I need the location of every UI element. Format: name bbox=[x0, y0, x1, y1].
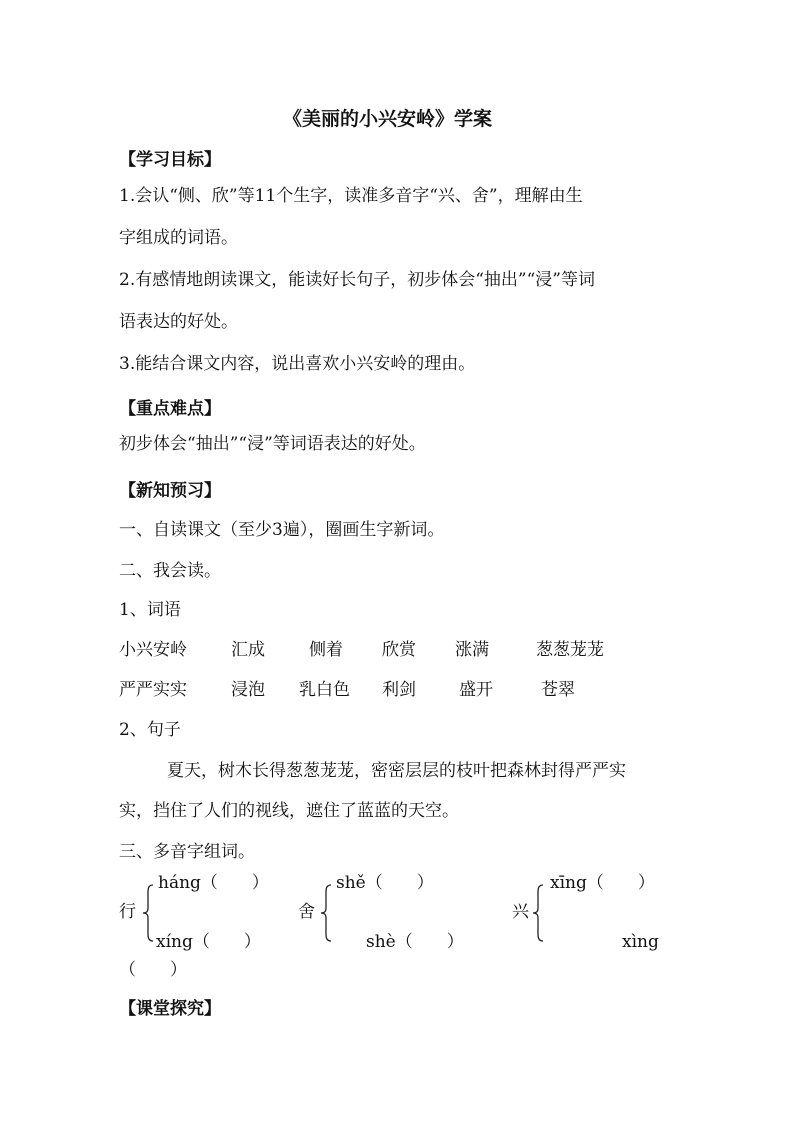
left-brace-icon bbox=[142, 884, 154, 942]
preview-step-1: 一、自读课文（至少3遍），圈画生字新词。 bbox=[119, 520, 445, 540]
goal-3: 3.能结合课文内容，说出喜欢小兴安岭的理由。 bbox=[119, 354, 476, 374]
words-label: 1、词语 bbox=[119, 600, 181, 620]
word-item: 小兴安岭 bbox=[119, 640, 187, 660]
explore-heading: 【课堂探究】 bbox=[119, 999, 221, 1019]
goal-2-line-2: 语表达的好处。 bbox=[119, 312, 238, 332]
poly-xing-bottom: xìng bbox=[622, 932, 659, 952]
left-brace-icon bbox=[532, 884, 544, 942]
poly-hang-char: 行 bbox=[119, 902, 136, 922]
word-item: 浸泡 bbox=[231, 680, 265, 700]
poly-xing-char: 兴 bbox=[512, 902, 529, 922]
word-item: 严严实实 bbox=[119, 680, 187, 700]
left-brace-icon bbox=[320, 884, 332, 942]
word-item: 涨满 bbox=[455, 640, 489, 660]
goals-heading: 【学习目标】 bbox=[119, 150, 221, 170]
goal-1-line-2: 字组成的词语。 bbox=[119, 228, 238, 248]
poly-xing-bottom-paren: （ ） bbox=[119, 960, 187, 980]
poly-she-top: shě（ ） bbox=[336, 873, 434, 893]
poly-she-bottom: shè（ ） bbox=[366, 932, 464, 952]
sentence-line-1: 夏天，树木长得葱葱茏茏，密密层层的枝叶把森林封得严严实 bbox=[167, 761, 626, 781]
word-item: 欣赏 bbox=[382, 640, 416, 660]
word-item: 侧着 bbox=[309, 640, 343, 660]
word-item: 乳白色 bbox=[299, 680, 350, 700]
sentence-line-2: 实，挡住了人们的视线，遮住了蓝蓝的天空。 bbox=[119, 801, 459, 821]
preview-heading: 【新知预习】 bbox=[119, 481, 221, 501]
sentence-label: 2、句子 bbox=[119, 720, 181, 740]
word-item: 汇成 bbox=[231, 640, 265, 660]
word-item: 盛开 bbox=[459, 680, 493, 700]
poly-she-char: 舍 bbox=[298, 902, 315, 922]
key-points-heading: 【重点难点】 bbox=[119, 399, 221, 419]
key-points-text: 初步体会“抽出”“浸”等词语表达的好处。 bbox=[119, 434, 426, 454]
poly-hang-top: háng（ ） bbox=[158, 873, 269, 893]
word-item: 葱葱茏茏 bbox=[536, 640, 604, 660]
poly-hang-bottom: xíng（ ） bbox=[156, 932, 261, 952]
word-item: 利剑 bbox=[382, 680, 416, 700]
goal-1-line-1: 1.会认“侧、欣”等11个生字，读准多音字“兴、舍”，理解由生 bbox=[119, 186, 583, 206]
preview-step-2: 二、我会读。 bbox=[119, 561, 221, 581]
goal-2-line-1: 2.有感情地朗读课文，能读好长句子，初步体会“抽出”“浸”等词 bbox=[119, 270, 595, 290]
word-item: 苍翠 bbox=[541, 680, 575, 700]
preview-step-3: 三、多音字组词。 bbox=[119, 842, 255, 862]
page-title: 《美丽的小兴安岭》学案 bbox=[283, 108, 493, 130]
poly-xing-top: xīng（ ） bbox=[550, 873, 655, 893]
